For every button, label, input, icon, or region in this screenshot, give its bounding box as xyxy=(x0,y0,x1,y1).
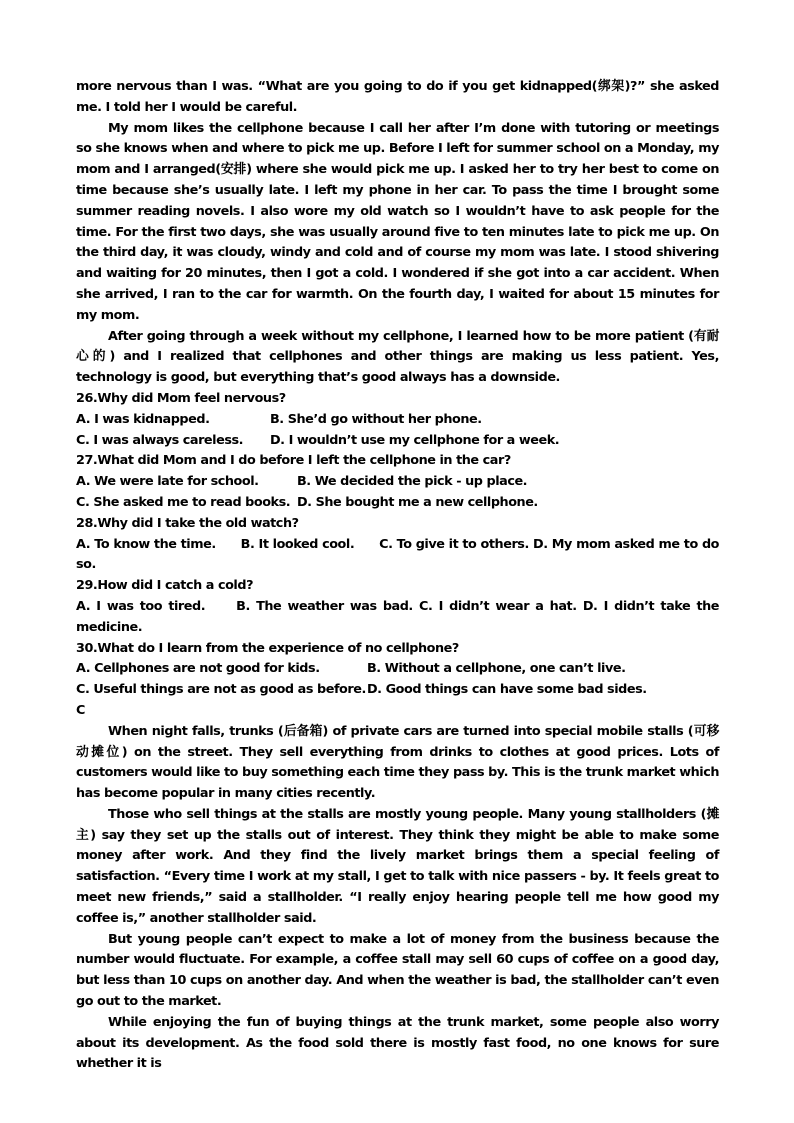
option-d[interactable]: D. She bought me a new cellphone. xyxy=(297,494,538,510)
passage-b-paragraph-0: more nervous than I was. “What are you going to do if you get kidnapped(绑架)?” she asked me. I told her I would be careful. xyxy=(76,79,719,115)
passage-b-paragraph-2: After going through a week without my cellphone, I learned how to be more patient (有耐心的) and I realized that cellphones and other things are making us less patient. Yes, technology is good, but everything that’s good always has a downside. xyxy=(76,328,719,386)
option-a[interactable]: A. We were late for school. xyxy=(76,474,259,490)
option-b[interactable]: B. She’d go without her phone. xyxy=(270,411,482,427)
passage-c-paragraph-2: Those who sell things at the stalls are mostly young people. Many young stallholders (摊主) say they set up the stalls out of interest. They think they might be able to make some money after work. And they find the lively market brings them a special feeling of satisfaction. “Every time I work at my stall, I get to talk with nice passers - by. It feels great to meet new friends,” said a stallholder. “I really enjoy hearing people tell me how good my coffee is,” another stallholder said. xyxy=(76,806,719,926)
option-c[interactable]: C. Useful things are not as good as before. xyxy=(76,682,366,698)
option-b[interactable]: B. We decided the pick - up place. xyxy=(297,474,528,490)
passage-c-paragraph-1: When night falls, trunks (后备箱) of private cars are turned into special mobile stalls (可移动摊位) on the street. They sell everything from drinks to clothes at good prices. Lots of customers would like to buy something each time they pass by. This is the trunk market which has become popular in many cities recently. xyxy=(76,723,719,802)
question-26 xyxy=(76,389,719,451)
options-line[interactable]: A. I was too tired. B. The weather was bad. C. I didn’t wear a hat. D. I didn’t take the medicine. xyxy=(76,598,724,635)
question-stem: 26.Why did Mom feel nervous? xyxy=(76,390,286,406)
option-c[interactable]: C. I was always careless. xyxy=(76,432,244,448)
option-c[interactable]: C. She asked me to read books. xyxy=(76,494,291,510)
passage-c-paragraph-4: While enjoying the fun of buying things at the trunk market, some people also worry about its development. As the food sold there is mostly fast food, no one knows for sure whether it is xyxy=(76,1014,719,1072)
passage-b-paragraph-1: My mom likes the cellphone because I call her after I’m done with tutoring or meetings so she knows when and where to pick me up. Before I left for summer school on a Monday, my mom and I arranged(安排) where she would pick me up. I asked her to try her best to come on time because she’s usually late. I left my phone in her car. To pass the time I brought some summer reading novels. I also wore my old watch so I wouldn’t have to ask people for the time. For the first two days, she was usually around five to ten minutes late to pick me up. On the third day, it was cloudy, windy and cold and of course my mom was late. I stood shivering and waiting for 20 minutes, then I got a cold. I wondered if she got into a car accident. When she arrived, I ran to the car for warmth. On the fourth day, I waited for about 15 minutes for my mom. xyxy=(76,120,719,323)
option-row xyxy=(76,680,719,701)
question-30 xyxy=(76,639,719,701)
document-page xyxy=(76,77,724,1075)
option-row xyxy=(76,493,719,514)
question-stem: 30.What do I learn from the experience of no cellphone? xyxy=(76,640,459,656)
question-28 xyxy=(76,514,724,576)
passage-c-paragraph-3: But young people can’t expect to make a lot of money from the business because the number would fluctuate. For example, a coffee stall may sell 60 cups of coffee on a good day, but less than 10 cups on another day. And when the weather is bad, the stallholder can’t even go out to the market. xyxy=(76,931,719,1010)
question-stem: 27.What did Mom and I do before I left the cellphone in the car? xyxy=(76,453,511,469)
options-line[interactable]: A. To know the time. B. It looked cool. C. To give it to others. D. My mom asked me to do so. xyxy=(76,536,724,573)
question-stem: 28.Why did I take the old watch? xyxy=(76,515,299,531)
option-d[interactable]: D. Good things can have some bad sides. xyxy=(367,682,647,698)
option-row xyxy=(76,472,719,493)
option-row xyxy=(76,410,719,431)
question-27 xyxy=(76,451,719,513)
question-stem: 29.How did I catch a cold? xyxy=(76,578,254,594)
option-row xyxy=(76,659,719,680)
option-a[interactable]: A. Cellphones are not good for kids. xyxy=(76,661,320,677)
option-a[interactable]: A. I was kidnapped. xyxy=(76,411,210,427)
question-29 xyxy=(76,576,724,638)
option-d[interactable]: D. I wouldn’t use my cellphone for a week. xyxy=(270,432,560,448)
option-b[interactable]: B. Without a cellphone, one can’t live. xyxy=(367,661,626,677)
option-row xyxy=(76,431,719,452)
section-title-c: C xyxy=(76,702,85,718)
